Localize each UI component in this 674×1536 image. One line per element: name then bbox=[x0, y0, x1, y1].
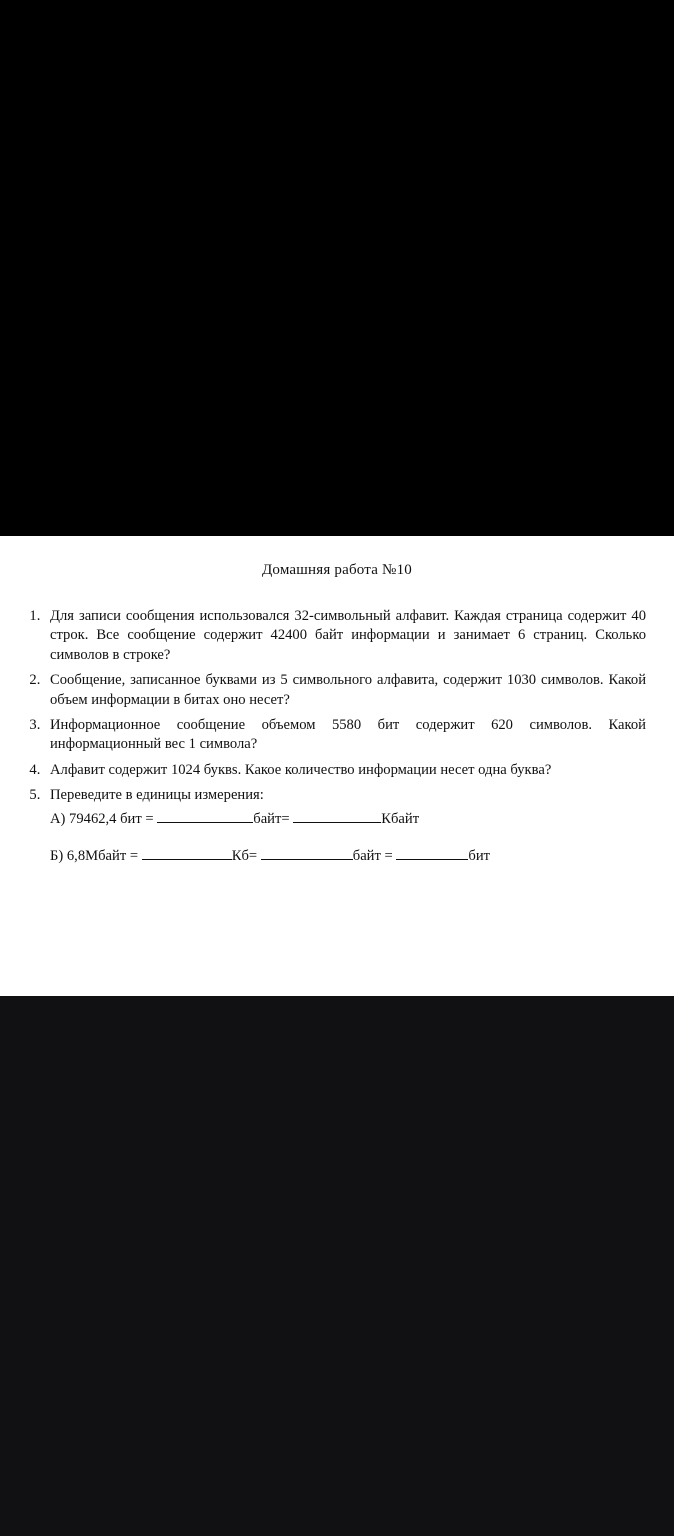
list-item: 2. Сообщение, записанное буквами из 5 символьного алфавита, содержит 1030 символов. Какой объем информации в битах оно несет? bbox=[44, 671, 646, 710]
conversion-line-a bbox=[50, 808, 646, 829]
list-item: 3. Информационное сообщение объемом 5580 бит содержит 620 символов. Какой информационный вес 1 символа? bbox=[44, 716, 646, 755]
task-5-prompt: Переведите в единицы измерения: bbox=[50, 787, 264, 804]
task-list bbox=[0, 607, 674, 866]
conversion-line-b bbox=[50, 845, 646, 866]
conversion-b-suffix: бит bbox=[468, 847, 491, 864]
answer-blank[interactable] bbox=[293, 808, 381, 823]
answer-blank[interactable] bbox=[396, 845, 468, 860]
list-item: 4. Алфавит содержит 1024 буквs. Какое количество информации несет одна буква? bbox=[44, 761, 646, 780]
bottom-dark-area bbox=[0, 996, 674, 1536]
conversion-a-mid: байт= bbox=[253, 810, 294, 827]
conversion-a-suffix: Кбайт bbox=[381, 810, 420, 827]
list-item-conversion bbox=[44, 786, 646, 866]
conversion-b-mid2: байт = bbox=[352, 847, 397, 864]
list-item: 1. Для записи сообщения использовался 32-символьный алфавит. Каждая страница содержит 40 строк. Все сообщение содержит 42400 байт информации и занимает 6 страниц. Сколько символов в строке? bbox=[44, 607, 646, 665]
conversion-b-prefix: Б) 6,8Мбайт = bbox=[50, 847, 142, 864]
top-black-area bbox=[0, 0, 674, 536]
page-title: Домашняя работа №10 bbox=[262, 562, 412, 578]
answer-blank[interactable] bbox=[261, 845, 353, 860]
document-page bbox=[0, 536, 674, 996]
answer-blank[interactable] bbox=[157, 808, 253, 823]
conversion-b-mid1: Кб= bbox=[231, 847, 261, 864]
conversion-a-prefix: А) 79462,4 бит = bbox=[50, 810, 158, 827]
answer-blank[interactable] bbox=[142, 845, 232, 860]
